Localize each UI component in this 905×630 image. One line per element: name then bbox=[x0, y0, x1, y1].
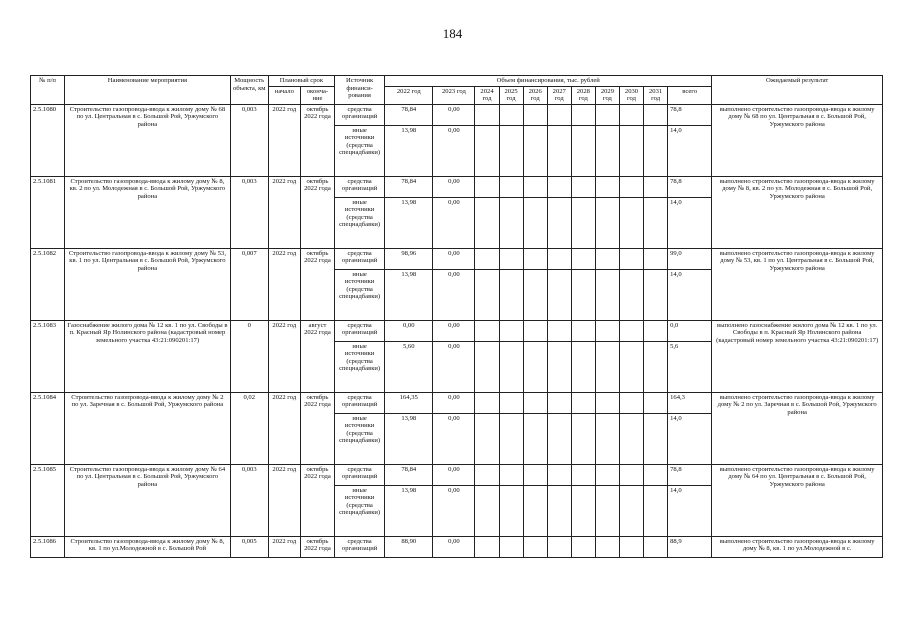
row-total: 88,9 bbox=[668, 536, 712, 557]
row-y2022: 13,98 bbox=[385, 413, 433, 464]
row-year-empty bbox=[595, 125, 619, 176]
row-source-orgs: средства организаций bbox=[335, 320, 385, 341]
row-y2022: 78,84 bbox=[385, 176, 433, 197]
row-year-empty bbox=[571, 104, 595, 125]
row-year-empty bbox=[547, 176, 571, 197]
row-year-empty bbox=[499, 392, 523, 413]
row-year-empty bbox=[475, 125, 499, 176]
row-y2023: 0,00 bbox=[433, 248, 475, 269]
row-result: выполнено газоснабжение жилого дома № 12 кв. 1 по ул. Свободы в п. Красный Яр Нолинского района (кадастровый номер земельного участка 43:21:090201:17) bbox=[712, 320, 883, 392]
header-y2026: 2026 год bbox=[523, 86, 547, 104]
row-start: 2022 год bbox=[268, 464, 300, 536]
row-year-empty bbox=[475, 320, 499, 341]
row-total: 99,0 bbox=[668, 248, 712, 269]
row-year-empty bbox=[595, 464, 619, 485]
row-year-empty bbox=[499, 125, 523, 176]
row-num: 2.5.1080 bbox=[31, 104, 65, 176]
row-y2028 bbox=[571, 536, 595, 557]
row-name: Строительство газопровода-ввода к жилому дому № 2 по ул. Заречная в с. Большой Рой, Уржумского района bbox=[65, 392, 231, 464]
row-year-empty bbox=[475, 176, 499, 197]
row-end: октябрь 2022 года bbox=[300, 176, 334, 248]
row-year-empty bbox=[619, 176, 643, 197]
row-y2022: 88,90 bbox=[385, 536, 433, 557]
row-year-empty bbox=[595, 269, 619, 320]
row-result: выполнено строительство газопровода-ввода к жилому дому № 2 по ул. Заречная в с. Большой Рой, Уржумского района bbox=[712, 392, 883, 464]
row-year-empty bbox=[619, 104, 643, 125]
row-start: 2022 год bbox=[268, 104, 300, 176]
row-start: 2022 год bbox=[268, 176, 300, 248]
row-num: 2.5.1085 bbox=[31, 464, 65, 536]
row-year-empty bbox=[547, 197, 571, 248]
header-volume: Объем финансирования, тыс. рублей bbox=[385, 76, 712, 87]
row-end: октябрь 2022 года bbox=[300, 536, 334, 557]
row-capacity: 0,003 bbox=[230, 176, 268, 248]
row-y2026 bbox=[523, 536, 547, 557]
row-year-empty bbox=[595, 341, 619, 392]
row-total: 5,6 bbox=[668, 341, 712, 392]
row-y2022: 13,98 bbox=[385, 197, 433, 248]
header-y2027: 2027 год bbox=[547, 86, 571, 104]
row-year-empty bbox=[571, 341, 595, 392]
row-y2022: 78,84 bbox=[385, 464, 433, 485]
row-year-empty bbox=[547, 464, 571, 485]
row-year-empty bbox=[619, 248, 643, 269]
row-year-empty bbox=[619, 392, 643, 413]
row-year-empty bbox=[523, 392, 547, 413]
row-year-empty bbox=[499, 176, 523, 197]
row-year-empty bbox=[547, 320, 571, 341]
row-year-empty bbox=[644, 104, 668, 125]
row-year-empty bbox=[644, 413, 668, 464]
row-name: Строительство газопровода-ввода к жилому дому № 53, кв. 1 по ул. Центральная в с. Большой Рой, Уржумского района bbox=[65, 248, 231, 320]
row-name: Газоснабжение жилого дома № 12 кв. 1 по ул. Свободы в п. Красный Яр Нолинского района (кадастровый номер земельного участка 43:21:090201:17) bbox=[65, 320, 231, 392]
row-total: 14,0 bbox=[668, 197, 712, 248]
row-y2022: 13,98 bbox=[385, 485, 433, 536]
row-year-empty bbox=[619, 464, 643, 485]
table-row bbox=[31, 464, 883, 485]
row-num: 2.5.1083 bbox=[31, 320, 65, 392]
row-year-empty bbox=[595, 392, 619, 413]
row-num: 2.5.1082 bbox=[31, 248, 65, 320]
row-year-empty bbox=[644, 485, 668, 536]
row-y2023: 0,00 bbox=[433, 320, 475, 341]
row-year-empty bbox=[475, 269, 499, 320]
row-year-empty bbox=[499, 248, 523, 269]
row-year-empty bbox=[571, 392, 595, 413]
table-body bbox=[31, 104, 883, 557]
header-y2023: 2023 год bbox=[433, 86, 475, 104]
row-year-empty bbox=[571, 269, 595, 320]
row-year-empty bbox=[547, 125, 571, 176]
row-year-empty bbox=[571, 125, 595, 176]
row-total: 78,8 bbox=[668, 104, 712, 125]
row-total: 0,0 bbox=[668, 320, 712, 341]
row-total: 14,0 bbox=[668, 125, 712, 176]
row-y2030 bbox=[619, 536, 643, 557]
row-year-empty bbox=[644, 197, 668, 248]
row-year-empty bbox=[523, 341, 547, 392]
row-year-empty bbox=[595, 413, 619, 464]
row-end: октябрь 2022 года bbox=[300, 392, 334, 464]
table-row bbox=[31, 392, 883, 413]
row-year-empty bbox=[619, 341, 643, 392]
row-year-empty bbox=[571, 320, 595, 341]
row-source-orgs: средства организаций bbox=[335, 392, 385, 413]
header-y2028: 2028 год bbox=[571, 86, 595, 104]
row-year-empty bbox=[523, 269, 547, 320]
row-y2023: 0,00 bbox=[433, 413, 475, 464]
row-y2023: 0,00 bbox=[433, 176, 475, 197]
row-y2023: 0,00 bbox=[433, 392, 475, 413]
row-num: 2.5.1084 bbox=[31, 392, 65, 464]
row-year-empty bbox=[619, 413, 643, 464]
row-y2031 bbox=[644, 536, 668, 557]
header-y2022: 2022 год bbox=[385, 86, 433, 104]
row-end: август 2022 года bbox=[300, 320, 334, 392]
row-year-empty bbox=[547, 341, 571, 392]
row-start: 2022 год bbox=[268, 248, 300, 320]
header-total: всего bbox=[668, 86, 712, 104]
header-name: Наименование мероприятия bbox=[65, 76, 231, 105]
row-year-empty bbox=[644, 341, 668, 392]
row-capacity: 0,003 bbox=[230, 464, 268, 536]
row-year-empty bbox=[571, 197, 595, 248]
row-year-empty bbox=[475, 104, 499, 125]
row-year-empty bbox=[499, 197, 523, 248]
row-start: 2022 год bbox=[268, 392, 300, 464]
row-year-empty bbox=[499, 341, 523, 392]
header-y2025: 2025 год bbox=[499, 86, 523, 104]
row-num: 2.5.1086 bbox=[31, 536, 65, 557]
row-year-empty bbox=[547, 248, 571, 269]
row-y2023: 0,00 bbox=[433, 269, 475, 320]
row-end: октябрь 2022 года bbox=[300, 464, 334, 536]
table-row bbox=[31, 320, 883, 341]
row-year-empty bbox=[499, 104, 523, 125]
row-year-empty bbox=[547, 485, 571, 536]
row-year-empty bbox=[475, 197, 499, 248]
header-result: Ожидаемый результат bbox=[712, 76, 883, 105]
row-year-empty bbox=[523, 197, 547, 248]
row-year-empty bbox=[523, 485, 547, 536]
header-start: начало bbox=[268, 86, 300, 104]
row-num: 2.5.1081 bbox=[31, 176, 65, 248]
row-y2023: 0,00 bbox=[433, 125, 475, 176]
row-name: Строительство газопровода-ввода к жилому дому № 64 по ул. Центральная в с. Большой Рой, Уржумского района bbox=[65, 464, 231, 536]
row-result: выполнено строительство газопровода-ввода к жилому дому № 68 по ул. Центральная в с. Большой Рой, Уржумского района bbox=[712, 104, 883, 176]
row-capacity: 0,003 bbox=[230, 104, 268, 176]
row-year-empty bbox=[619, 197, 643, 248]
row-year-empty bbox=[571, 464, 595, 485]
row-capacity: 0,007 bbox=[230, 248, 268, 320]
table-row bbox=[31, 248, 883, 269]
row-year-empty bbox=[475, 485, 499, 536]
row-year-empty bbox=[523, 320, 547, 341]
row-year-empty bbox=[644, 392, 668, 413]
row-year-empty bbox=[547, 392, 571, 413]
row-y2023: 0,00 bbox=[433, 104, 475, 125]
row-y2027 bbox=[547, 536, 571, 557]
row-year-empty bbox=[475, 248, 499, 269]
financing-table bbox=[30, 75, 883, 558]
row-year-empty bbox=[523, 104, 547, 125]
row-y2022: 0,00 bbox=[385, 320, 433, 341]
row-name: Строительство газопровода-ввода к жилому дому № 8, кв. 2 по ул. Молодежная в с. Большой Рой, Уржумского района bbox=[65, 176, 231, 248]
row-year-empty bbox=[595, 320, 619, 341]
row-year-empty bbox=[619, 125, 643, 176]
row-year-empty bbox=[571, 176, 595, 197]
header-y2030: 2030 год bbox=[619, 86, 643, 104]
row-year-empty bbox=[644, 248, 668, 269]
row-year-empty bbox=[523, 413, 547, 464]
row-year-empty bbox=[475, 464, 499, 485]
row-year-empty bbox=[644, 269, 668, 320]
row-year-empty bbox=[523, 464, 547, 485]
row-source-other: иные источники (средства спецнадбавки) bbox=[335, 269, 385, 320]
row-y2022: 13,98 bbox=[385, 125, 433, 176]
row-year-empty bbox=[595, 197, 619, 248]
header-plan-term: Плановый срок bbox=[268, 76, 334, 87]
row-y2023: 0,00 bbox=[433, 464, 475, 485]
header-y2029: 2029 год bbox=[595, 86, 619, 104]
row-total: 78,8 bbox=[668, 176, 712, 197]
row-year-empty bbox=[644, 464, 668, 485]
row-y2022: 78,84 bbox=[385, 104, 433, 125]
row-source-orgs: средства организаций bbox=[335, 464, 385, 485]
header-end: оконча-ние bbox=[300, 86, 334, 104]
table-row bbox=[31, 176, 883, 197]
row-year-empty bbox=[619, 269, 643, 320]
row-year-empty bbox=[547, 104, 571, 125]
row-source-orgs: средства организаций bbox=[335, 536, 385, 557]
header-y2031: 2031 год bbox=[644, 86, 668, 104]
row-name: Строительство газопровода-ввода к жилому дому № 8, кв. 1 по ул.Молодежной в с. Большой Рой bbox=[65, 536, 231, 557]
row-year-empty bbox=[619, 320, 643, 341]
row-total: 14,0 bbox=[668, 269, 712, 320]
row-year-empty bbox=[571, 248, 595, 269]
row-year-empty bbox=[547, 269, 571, 320]
row-result: выполнено строительство газопровода-ввода к жилому дому № 64 по ул. Центральная в с. Большой Рой, Уржумского района bbox=[712, 464, 883, 536]
row-year-empty bbox=[595, 485, 619, 536]
row-source-orgs: средства организаций bbox=[335, 176, 385, 197]
row-end: октябрь 2022 года bbox=[300, 248, 334, 320]
row-source-orgs: средства организаций bbox=[335, 248, 385, 269]
table-row-last bbox=[31, 536, 883, 557]
row-y2023: 0,00 bbox=[433, 485, 475, 536]
header-num: № п/п bbox=[31, 76, 65, 105]
row-result: выполнено строительство газопровода-ввода к жилому дому № 8, кв. 2 по ул. Молодежная в с. Большой Рой, Уржумского района bbox=[712, 176, 883, 248]
header-capacity: Мощность объекта, км bbox=[230, 76, 268, 105]
header-y2024: 2024 год bbox=[475, 86, 499, 104]
row-end: октябрь 2022 года bbox=[300, 104, 334, 176]
row-start: 2022 год bbox=[268, 536, 300, 557]
row-year-empty bbox=[644, 176, 668, 197]
row-source-other: иные источники (средства спецнадбавки) bbox=[335, 485, 385, 536]
row-year-empty bbox=[571, 413, 595, 464]
row-year-empty bbox=[499, 320, 523, 341]
row-capacity: 0,02 bbox=[230, 392, 268, 464]
row-result: выполнено строительство газопровода-ввода к жилому дому № 53, кв. 1 по ул. Центральная в с. Большой Рой, Уржумского района bbox=[712, 248, 883, 320]
row-year-empty bbox=[595, 176, 619, 197]
row-y2022: 13,98 bbox=[385, 269, 433, 320]
row-year-empty bbox=[644, 125, 668, 176]
row-year-empty bbox=[523, 176, 547, 197]
row-year-empty bbox=[475, 341, 499, 392]
row-total: 78,8 bbox=[668, 464, 712, 485]
row-y2023: 0,00 bbox=[433, 197, 475, 248]
row-year-empty bbox=[499, 413, 523, 464]
row-year-empty bbox=[523, 248, 547, 269]
row-source-other: иные источники (средства спецнадбавки) bbox=[335, 125, 385, 176]
row-total: 164,3 bbox=[668, 392, 712, 413]
row-year-empty bbox=[571, 485, 595, 536]
row-source-other: иные источники (средства спецнадбавки) bbox=[335, 197, 385, 248]
row-year-empty bbox=[644, 320, 668, 341]
row-y2023: 0,00 bbox=[433, 341, 475, 392]
row-y2022: 5,60 bbox=[385, 341, 433, 392]
row-y2022: 164,35 bbox=[385, 392, 433, 413]
row-year-empty bbox=[595, 248, 619, 269]
row-year-empty bbox=[523, 125, 547, 176]
row-total: 14,0 bbox=[668, 413, 712, 464]
row-year-empty bbox=[547, 413, 571, 464]
page-number: 184 bbox=[442, 26, 463, 41]
row-capacity: 0,005 bbox=[230, 536, 268, 557]
row-result: выполнено строительство газопровода-ввода к жилому дому № 8, кв. 1 по ул.Молодежной в с. bbox=[712, 536, 883, 557]
row-y2029 bbox=[595, 536, 619, 557]
row-year-empty bbox=[475, 392, 499, 413]
table-row bbox=[31, 104, 883, 125]
row-capacity: 0 bbox=[230, 320, 268, 392]
row-year-empty bbox=[475, 413, 499, 464]
row-y2025 bbox=[499, 536, 523, 557]
row-source-other: иные источники (средства спецнадбавки) bbox=[335, 341, 385, 392]
row-year-empty bbox=[595, 104, 619, 125]
row-source-orgs: средства организаций bbox=[335, 104, 385, 125]
row-y2022: 98,96 bbox=[385, 248, 433, 269]
row-total: 14,0 bbox=[668, 485, 712, 536]
row-start: 2022 год bbox=[268, 320, 300, 392]
row-name: Строительство газопровода-ввода к жилому дому № 68 по ул. Центральная в с. Большой Рой, Уржумского района bbox=[65, 104, 231, 176]
header-source: Источник финанси-рования bbox=[335, 76, 385, 105]
row-year-empty bbox=[619, 485, 643, 536]
row-y2024 bbox=[475, 536, 499, 557]
row-y2023: 0,00 bbox=[433, 536, 475, 557]
row-year-empty bbox=[499, 485, 523, 536]
row-year-empty bbox=[499, 464, 523, 485]
row-source-other: иные источники (средства спецнадбавки) bbox=[335, 413, 385, 464]
row-year-empty bbox=[499, 269, 523, 320]
